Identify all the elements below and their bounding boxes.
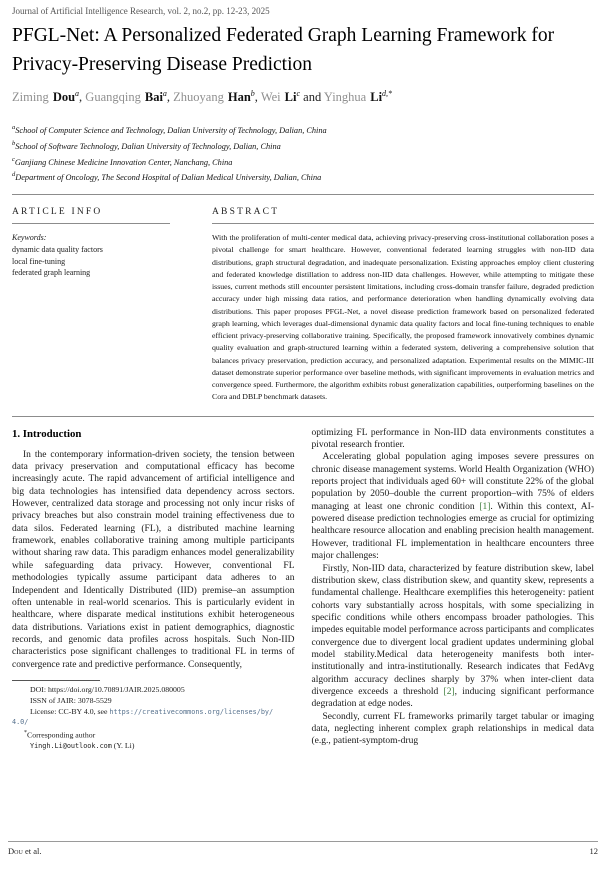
section-heading: 1. Introduction	[12, 427, 82, 440]
footnote-block	[12, 680, 295, 752]
journal-header: Journal of Artificial Intelligence Research, vol. 2, no.2, pp. 12-23, 2025	[12, 6, 270, 16]
author	[324, 90, 392, 104]
article-info-column	[12, 207, 170, 404]
body-paragraph: Firstly, Non-IID data, characterized by feature distribution skew, label distribution skew, class distribution skew, and quantity skew, represents a fundamental challenge. Healthcare exemplifies this heterogeneity: patient cohorts vary substantially across hospitals, with some specializing in specific conditions while others encompass broader pathologies. This impedes equitable model performance across participants and complicates convergence due to divergent local gradient updates undermining global model stability.Medical data heterogeneity manifests both inter-institutionally and intra-institutionally. Research indicates that FedAvg algorithm accuracy declines sharply by 37% when inter-client data divergence exceeds a threshold [2], inducing significant performance degradation at edge nodes.	[311, 563, 594, 710]
affiliation-line: $^a$School of Computer Science and Technology, Dalian University of Technology, Dalian, China	[12, 124, 327, 135]
keyword-item: dynamic data quality factors	[12, 245, 103, 255]
author-given-name: Ziming	[12, 90, 49, 105]
body-paragraph: Accelerating global population aging imposes severe pressures on chronic disease management systems. World Health Organization (WHO) reports project that individuals aged 60+ will constitute 22% of the global population by 2050–double the current proportion–with 75% of elders managing at least one chronic condition [1]. Within this context, AI-powered disease prediction technologies emerge as crucial for optimizing healthcare resource allocation and enabling precision health management. However, traditional FL implementation in healthcare encounters three major challenges:	[311, 452, 594, 562]
abstract-text: With the proliferation of multi-center medical data, achieving privacy-preserving cross-institutional collaboration poses a pivotal challenge for smart healthcare. However, conventional federated learning struggles with non-IID data distributions, graph structural degradation, and inadequate personalization. Existing approaches employ client clustering and federated knowledge distillation to address non-IID data challenges. However, while attempting to mitigate these issues, current methods still encounter persistent limitations, including cross-domain transfer failure, degraded prediction accuracy under high missing data ratios, and performance deterioration when handling dynamically evolving data distributions. This paper proposes PFGL-Net, a novel disease prediction framework based on personalized federated graph learning, which leverages dual-dimensional dynamic data quality factors and local fine-tuning techniques to enable efficient privacy-preserving collaborative training. Specifically, the proposed framework innovatively combines dynamic quality evaluation and graph-structured learning within a federated system, delivering a comprehensive solution that balances privacy preservation, prediction accuracy, and personalized adaptation. Experimental results on the MIMIC-III dataset demonstrate superior performance over baseline methods, with significant improvements in evaluation metrics and convergence speed. Furthermore, the algorithm exhibits robust generalization capabilities, outperforming baselines on the Cora and DBLP benchmark datasets.	[212, 233, 594, 402]
author-family-name: Dou	[52, 90, 76, 105]
body-paragraph: Secondly, current FL frameworks primarily target tabular or imaging data, neglecting inherent complex graph relationships in medical data (e.g., patient-symptom-drug	[311, 711, 594, 747]
page-number: 12	[589, 846, 598, 856]
right-column	[312, 427, 595, 753]
body-columns	[12, 427, 594, 753]
affiliations-block	[12, 121, 594, 184]
running-head: Dou et al.	[8, 846, 42, 856]
author: Ziming Dou$^a$,	[12, 89, 86, 105]
author: Guangqing Bai$^a$,	[85, 89, 174, 105]
author-affiliation-mark: b	[250, 89, 255, 98]
author-family-name: Li	[370, 90, 383, 105]
abstract-header: ABSTRACT	[212, 207, 594, 224]
license-url-link[interactable]: https://creativecommons.org/licenses/by/	[109, 707, 274, 716]
corresponding-author-note: *Corresponding author	[24, 730, 96, 740]
affiliation-line: $^d$Department of Oncology, The Second Hospital of Dalian Medical University, Dalian, China	[12, 171, 322, 183]
citation-link[interactable]: [1]	[479, 501, 491, 512]
author-affiliation-mark: a	[75, 89, 80, 98]
keywords-label: Keywords:	[12, 233, 47, 243]
article-info-header: ARTICLE INFO	[12, 207, 170, 224]
body-paragraph: optimizing FL performance in Non-IID data environments constitutes a pivotal research frontier.	[311, 427, 594, 451]
corresponding-email-line: Yingh.Li@outlook.com (Y. Li)	[30, 741, 135, 751]
license-line: License: CC-BY 4.0, see https://creativecommons.org/licenses/by/	[30, 706, 274, 716]
footnote-rule	[12, 680, 100, 681]
keyword-item: federated graph learning	[12, 268, 91, 278]
author-given-name: Yinghua	[323, 90, 367, 105]
page-footer	[8, 841, 598, 856]
left-column	[12, 427, 295, 753]
citation-link[interactable]: [2]	[443, 686, 455, 697]
author-given-name: Zhuoyang	[173, 90, 224, 105]
license-url-wrap: 4.0/	[12, 718, 29, 727]
frontmatter-bottom-rule	[12, 416, 594, 417]
author-affiliation-mark: a	[162, 89, 167, 98]
authors-line	[12, 89, 594, 105]
author: Zhuoyang Han$^b$,	[173, 89, 261, 105]
author-given-name: Wei	[260, 90, 281, 105]
author-affiliation-mark: d,*	[382, 89, 393, 98]
author-family-name: Han	[227, 90, 251, 105]
issn-line: ISSN of JAIR: 3078-5529	[30, 695, 112, 705]
paper-title: PFGL-Net: A Personalized Federated Graph Learning Framework for Privacy-Preserving Disease Prediction	[12, 25, 555, 75]
doi-line: DOI: https://doi.org/10.70891/JAIR.2025.080005	[30, 684, 185, 694]
author-family-name: Bai	[144, 90, 163, 105]
frontmatter	[12, 195, 594, 414]
affiliation-line: $^b$School of Software Technology, Dalian University of Technology, Dalian, China	[12, 139, 281, 151]
email-link[interactable]: Yingh.Li@outlook.com	[30, 742, 112, 751]
affiliation-line: $^c$Ganjiang Chinese Medicine Innovation Center, Nanchang, China	[12, 155, 233, 167]
body-paragraph: In the contemporary information-driven society, the tension between data privacy preservation and computational efficacy has become increasingly acute. The rapid advancement of artificial intelligence and big data technologies has intensified data dependency across sectors. However, centralized data storage and processing not only incur risks of privacy breaches but also constrain model training effectiveness due to data silos. Federated learning (FL), a distributed machine learning framework, enables collaborative training among multiple participants without sharing raw data. This paradigm enhances model generalizability while safeguarding data privacy. However, conventional FL methodologies typically assume participant data adheres to an Independent and Identically Distributed (IID) premise–an assumption often untenable in real-world scenarios. This is particularly evident in healthcare, where disparate medical institutions exhibit heterogeneous data distributions. Variations exist in patient demographics, diagnostic records, and genomic data profiles across hospitals. Such Non-IID characteristics pose significant challenges to traditional FL in terms of convergence rate and predictive performance. Consequently,	[12, 449, 295, 670]
footer-rule	[8, 841, 598, 842]
abstract-column	[212, 207, 594, 404]
author-given-name: Guangqing	[85, 90, 141, 105]
keyword-item: local fine-tuning	[12, 256, 66, 266]
author: Wei Li$^c$ and	[260, 89, 324, 105]
author-affiliation-mark: c	[296, 89, 301, 98]
author-family-name: Li	[284, 90, 297, 105]
